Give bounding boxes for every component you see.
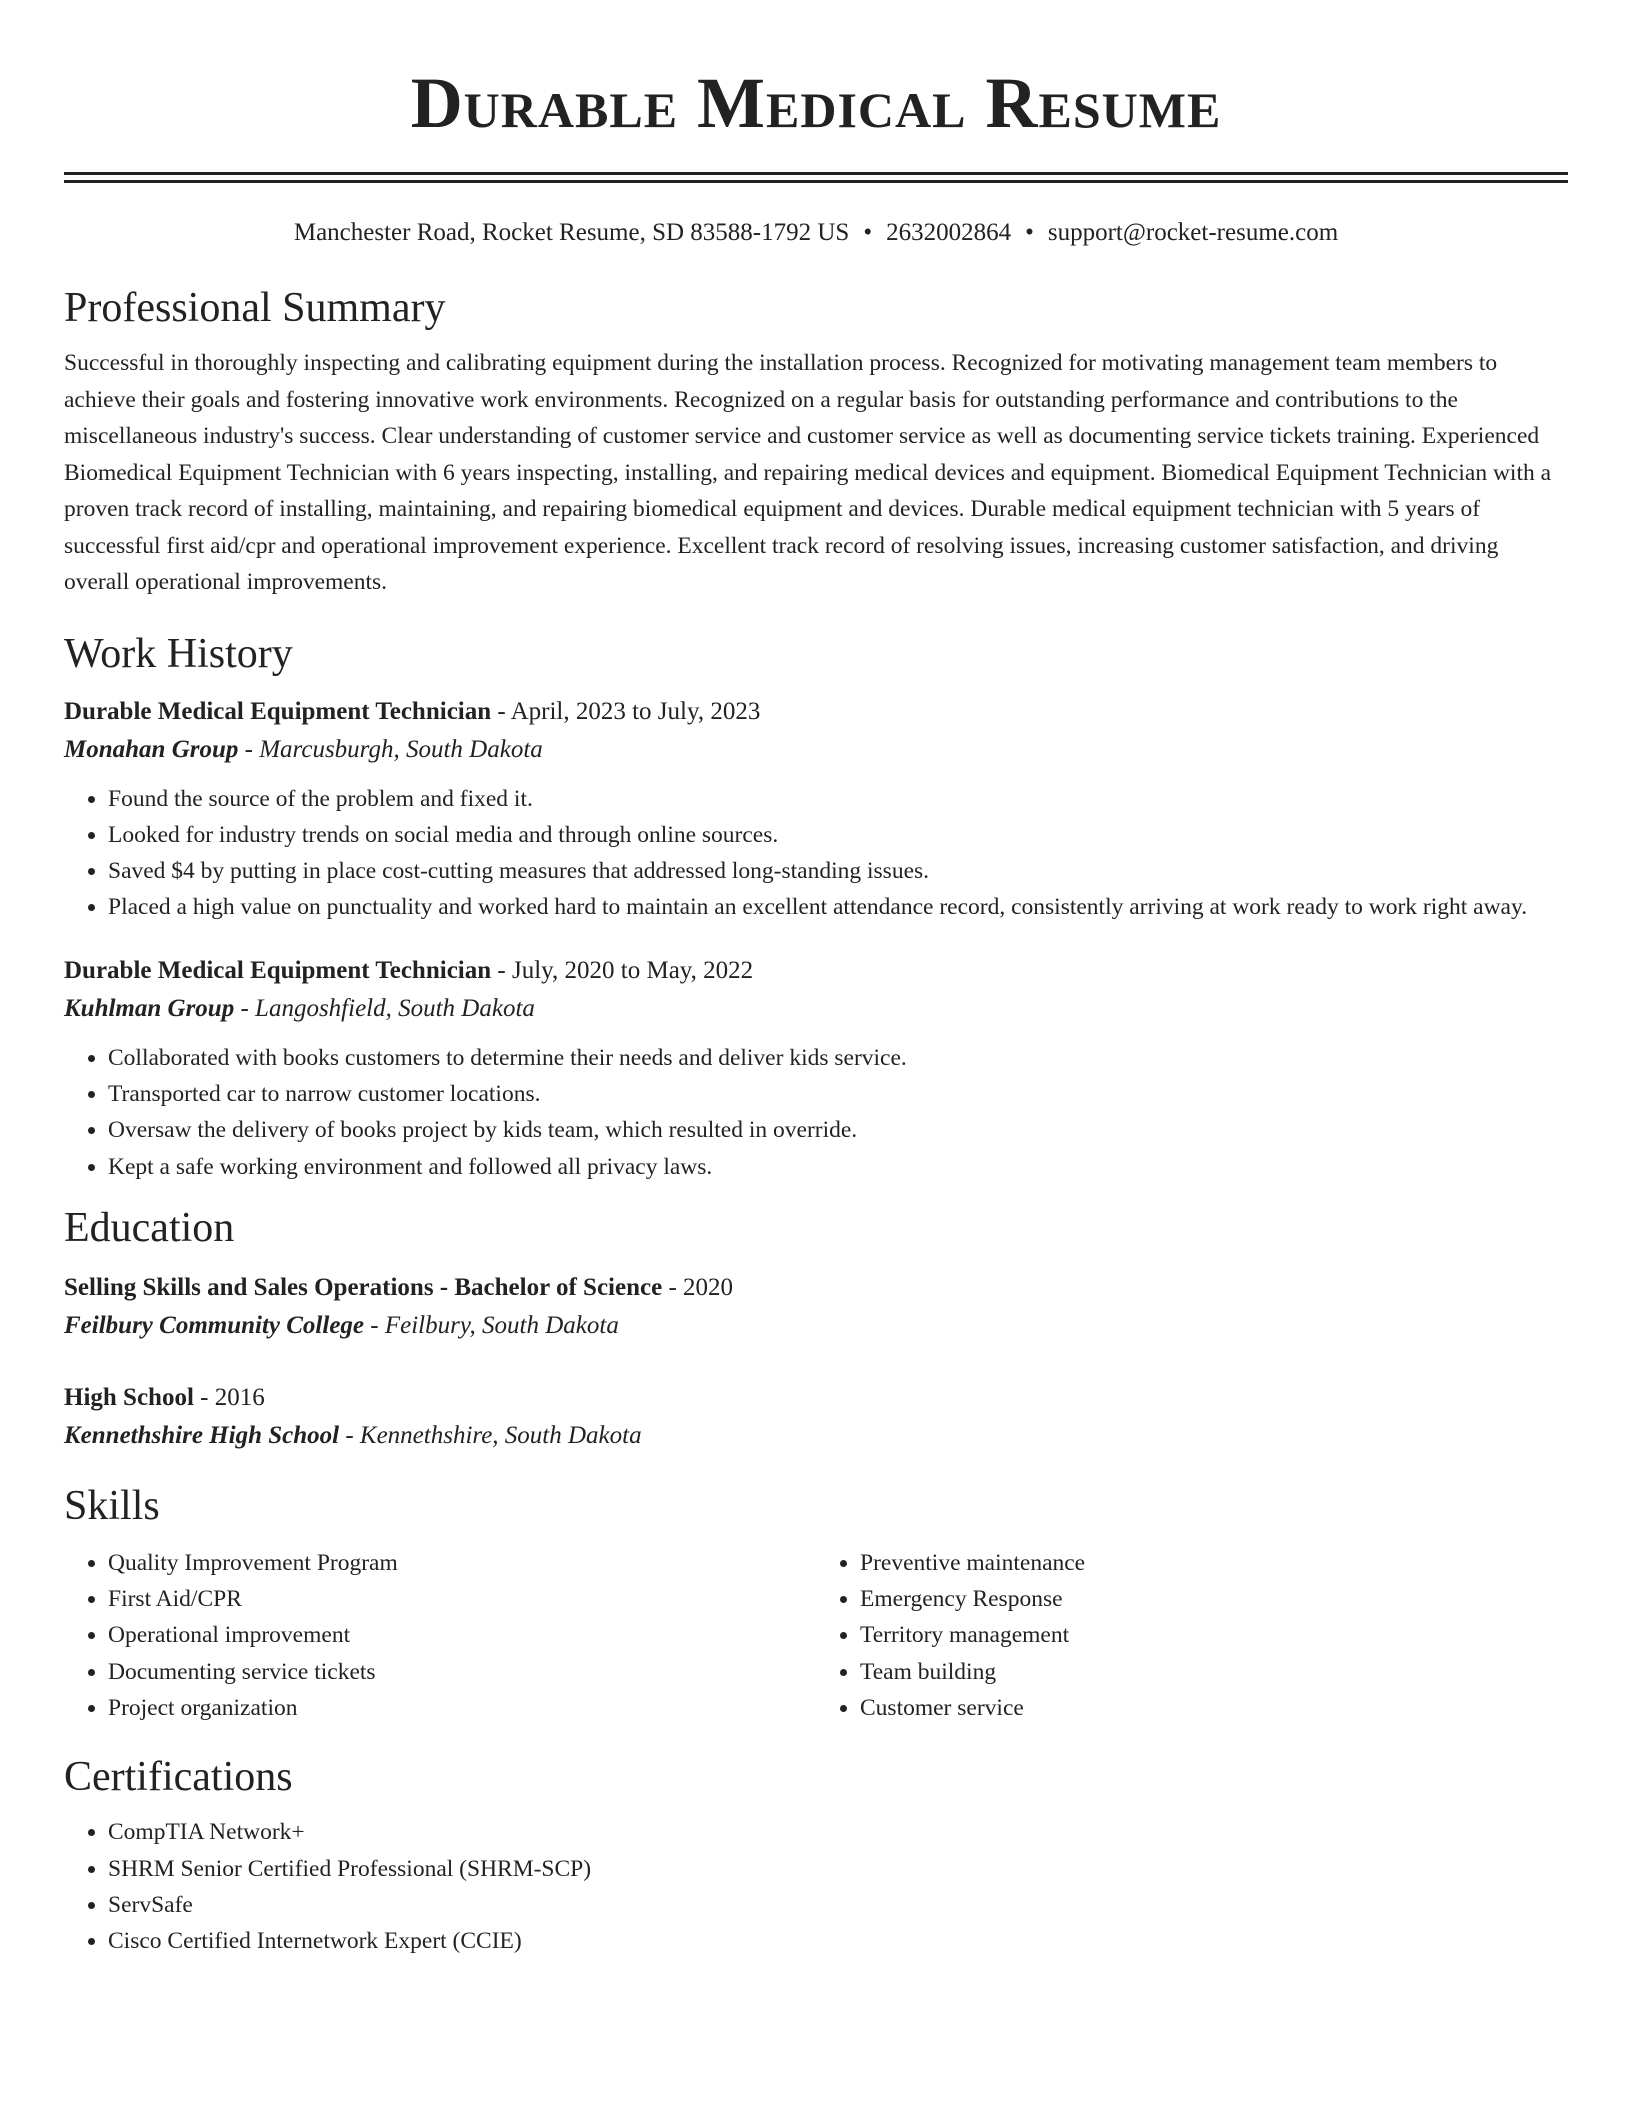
list-item: • CompTIA Network+ (108, 1814, 1568, 1850)
section-heading-certifications: Certifications (64, 1754, 293, 1801)
list-item: • Collaborated with books customers to determine their needs and deliver kids service. (108, 1040, 1568, 1076)
job-bullets (64, 781, 1568, 926)
degree-line (64, 1269, 1568, 1307)
list-item: • Cisco Certified Internetwork Expert (CCIE) (108, 1923, 1568, 1959)
list-item: • Quality Improvement Program (108, 1545, 816, 1581)
employer-line (64, 990, 1568, 1028)
skills-list-right (816, 1545, 1568, 1726)
certifications-list (64, 1814, 1568, 1959)
school-name: Kennethshire High School (64, 1421, 340, 1449)
job-bullets (64, 1040, 1568, 1185)
list-item: • Documenting service tickets (108, 1654, 816, 1690)
school-line (64, 1417, 1568, 1455)
job-title: Durable Medical Equipment Technician (64, 697, 492, 725)
degree-name: High School (64, 1383, 194, 1411)
list-item: • Oversaw the delivery of books project by kids team, which resulted in override. (108, 1112, 1568, 1148)
education-entry (64, 1269, 1568, 1345)
list-item: • Project organization (108, 1690, 816, 1726)
school-location: - Kennethshire, South Dakota (339, 1421, 642, 1449)
section-heading-education: Education (64, 1204, 235, 1251)
employer-name: Kuhlman Group (64, 994, 235, 1022)
list-item: • Looked for industry trends on social media and through online sources. (108, 817, 1568, 853)
list-item: • Transported car to narrow customer locations. (108, 1076, 1568, 1112)
list-item: • Team building (860, 1654, 1568, 1690)
list-item: • Operational improvement (108, 1617, 816, 1653)
list-item: • Kept a safe working environment and followed all privacy laws. (108, 1149, 1568, 1185)
title-divider (64, 172, 1568, 183)
school-line (64, 1307, 1568, 1345)
list-item: • Territory management (860, 1617, 1568, 1653)
contact-separator: • (1025, 219, 1034, 246)
degree-year: - 2016 (193, 1383, 265, 1411)
section-heading-work-history: Work History (64, 630, 293, 677)
list-item: • ServSafe (108, 1887, 1568, 1923)
list-item: • Placed a high value on punctuality and worked hard to maintain an excellent attendance record, consistently arriving at work ready to work right away. (108, 889, 1568, 925)
job-dates: - July, 2020 to May, 2022 (491, 956, 754, 984)
contact-email: support@rocket-resume.com (1047, 219, 1339, 246)
resume-title: Durable Medical Resume (410, 63, 1222, 143)
job-title: Durable Medical Equipment Technician (64, 956, 492, 984)
degree-name: Selling Skills and Sales Operations - Bachelor of Science (64, 1273, 663, 1301)
job-entry (64, 693, 1568, 926)
certifications-block (64, 1814, 1568, 1959)
school-location: - Feilbury, South Dakota (364, 1311, 619, 1339)
skills-list-left (64, 1545, 816, 1726)
degree-line (64, 1379, 1568, 1417)
section-heading-skills: Skills (64, 1482, 160, 1529)
list-item: • First Aid/CPR (108, 1581, 816, 1617)
skills-columns (64, 1545, 1568, 1726)
list-item: • Preventive maintenance (860, 1545, 1568, 1581)
employer-location: - Langoshfield, South Dakota (234, 994, 535, 1022)
employer-name: Monahan Group (64, 735, 239, 763)
summary-text: Successful in thoroughly inspecting and calibrating equipment during the installation process. Recognized for motivating management team members to achieve their goals and fostering innovative work environments. Recognized on a regular basis for outstanding performance and contributions to the miscellaneous industry's success. Clear understanding of customer service and customer service as well as documenting service tickets training. Experienced Biomedical Equipment Technician with 6 years inspecting, installing, and repairing medical devices and equipment. Biomedical Equipment Technician with a proven track record of installing, maintaining, and repairing biomedical equipment and devices. Durable medical equipment technician with 5 years of successful first aid/cpr and operational improvement experience. Excellent track record of resolving issues, increasing customer satisfaction, and driving overall operational improvements. (64, 350, 1552, 595)
section-heading-summary: Professional Summary (64, 285, 446, 331)
job-entry (64, 952, 1568, 1185)
job-dates: - April, 2023 to July, 2023 (491, 697, 761, 725)
contact-separator: • (863, 219, 873, 246)
job-title-line (64, 952, 1568, 990)
contact-line (64, 217, 1568, 249)
list-item: • Emergency Response (860, 1581, 1568, 1617)
employer-line (64, 731, 1568, 769)
employer-location: - Marcusburgh, South Dakota (238, 735, 543, 763)
education-entry (64, 1379, 1568, 1455)
list-item: • Found the source of the problem and fixed it. (108, 781, 1568, 817)
list-item: • SHRM Senior Certified Professional (SHRM-SCP) (108, 1851, 1568, 1887)
list-item: • Saved $4 by putting in place cost-cutting measures that addressed long-standing issues. (108, 853, 1568, 889)
contact-address: Manchester Road, Rocket Resume, SD 83588-1792 US (293, 219, 850, 246)
school-name: Feilbury Community College (64, 1311, 365, 1339)
job-title-line (64, 693, 1568, 731)
list-item: • Customer service (860, 1690, 1568, 1726)
degree-year: - 2020 (662, 1273, 734, 1301)
contact-phone: 2632002864 (886, 219, 1012, 246)
